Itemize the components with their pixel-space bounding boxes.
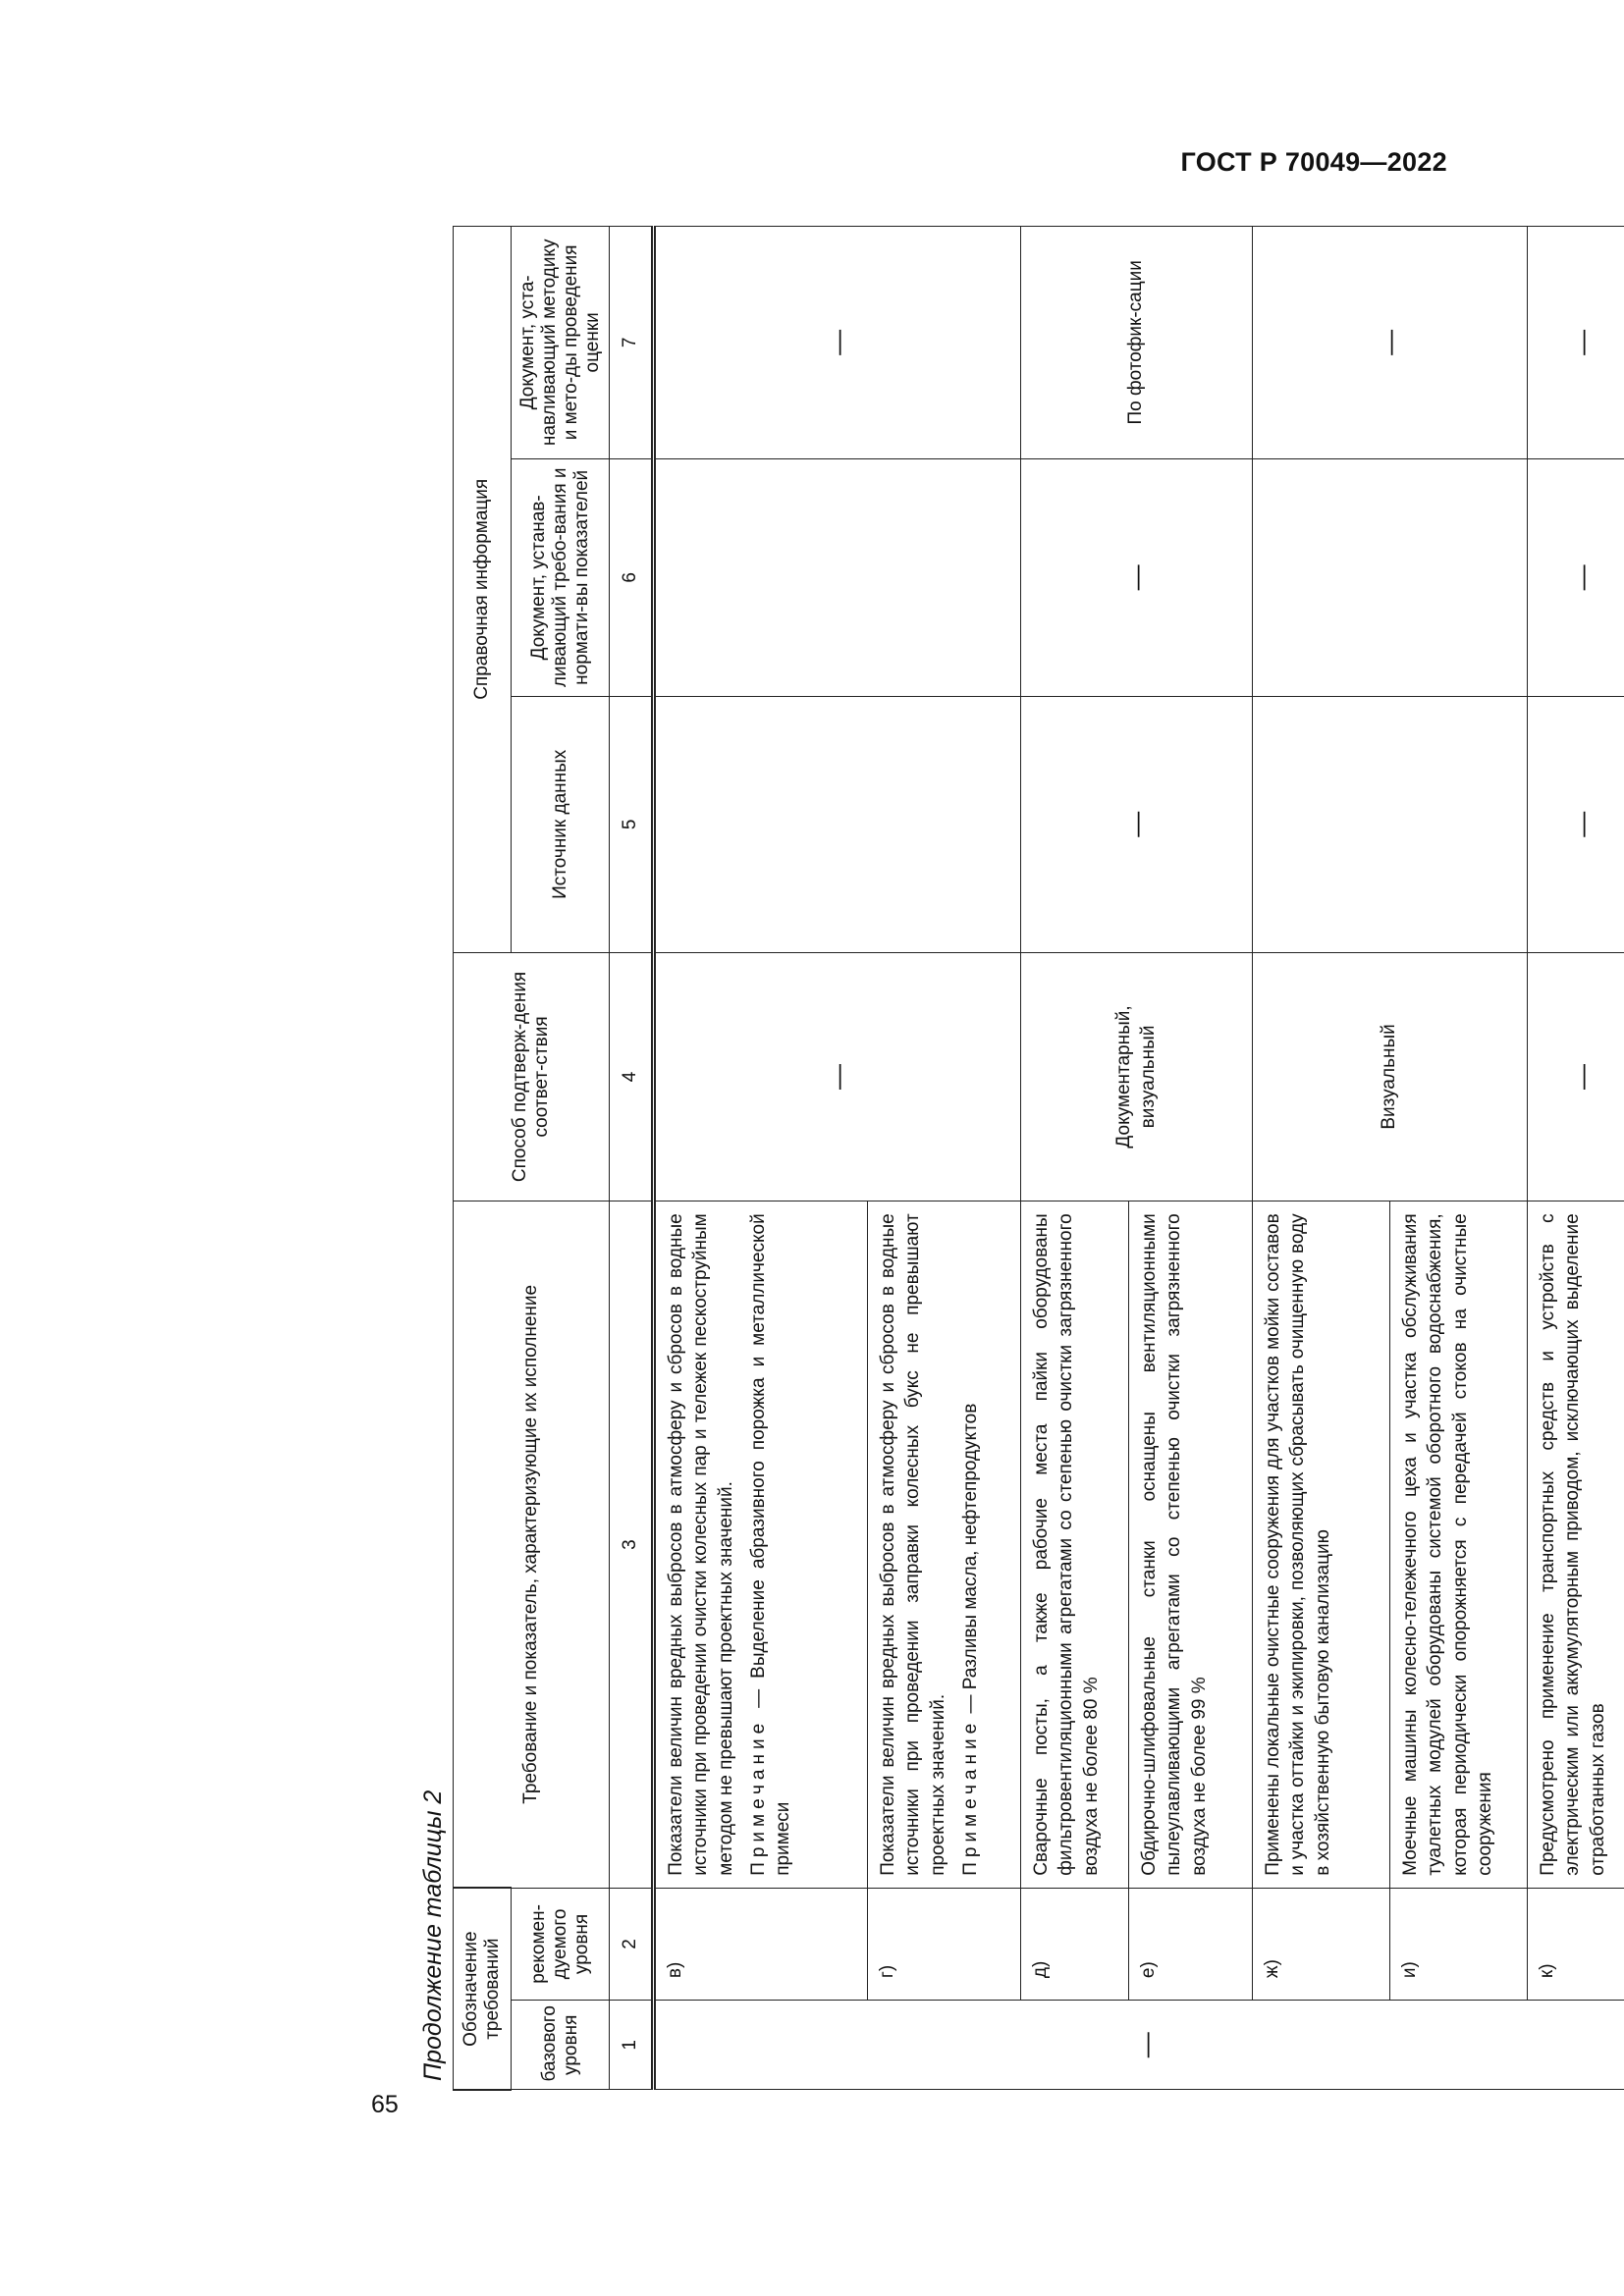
method-cell: —: [1528, 952, 1624, 1201]
doc-method-cell: —: [654, 227, 1021, 459]
basic-level-cell: —: [654, 2001, 1624, 2090]
note-text: — Выделение абразивного порожка и металлической примеси: [748, 1213, 794, 1876]
doc-norms-cell: [1253, 458, 1528, 696]
method-cell: Документарный, визуальный: [1021, 952, 1253, 1201]
requirement-cell: Предусмотрено применение транспортных средств и устройств с электрическим или аккумуляторным приводом, исключающих выделение отработанных газов: [1528, 1201, 1624, 1888]
doc-norms-cell: —: [1021, 458, 1253, 696]
doc-norms-cell: [654, 458, 1021, 696]
source-cell: [654, 696, 1021, 952]
doc-method-cell: —: [1528, 227, 1624, 459]
recommended-level-cell: д): [1021, 1888, 1129, 2000]
header-doc-method: Документ, уста-навливающий методику и мето-ды проведения оценки: [512, 227, 610, 459]
recommended-level-cell: г): [868, 1888, 1021, 2000]
source-cell: [1253, 696, 1528, 952]
requirement-text: Показатели величин вредных выбросов в атмосферу и сбросов в водные источники при проведении заправки колесных букс не превышают проектных значений.: [878, 1213, 948, 1876]
note-text: — Разливы масла, нефтепродуктов: [960, 1403, 982, 1719]
recommended-level-cell: и): [1390, 1888, 1528, 2000]
header-method: Способ подтверж-дения соответ-ствия: [454, 952, 610, 1201]
requirements-table: [453, 226, 1624, 2091]
doc-method-cell: —: [1253, 227, 1528, 459]
requirement-note: [746, 1213, 796, 1875]
requirement-cell: [868, 1201, 1021, 1888]
table-row: [654, 227, 868, 2091]
header-requirement: Требование и показатель, характеризующие их исполнение: [454, 1201, 610, 1888]
document-title: ГОСТ Р 70049—2022: [1180, 147, 1447, 177]
note-label: Примечание: [960, 1718, 982, 1876]
column-number: 3: [610, 1201, 654, 1888]
header-recommended: рекомен-дуемого уровня: [512, 1888, 610, 2000]
column-number: 5: [610, 696, 654, 952]
table-caption: Продолжение таблицы 2: [419, 1789, 447, 2081]
doc-method-cell: По фотофик-сации: [1021, 227, 1253, 459]
requirement-cell: Сварочные посты, а также рабочие места пайки оборудованы фильтровентиляционными агрегатами со степенью очистки загрязненного воздуха не более 80 %: [1021, 1201, 1129, 1888]
method-cell: —: [654, 952, 1021, 1201]
recommended-level-cell: е): [1129, 1888, 1253, 2000]
recommended-level-cell: в): [654, 1888, 868, 2000]
recommended-level-cell: к): [1528, 1888, 1624, 2000]
requirement-cell: Обдирочно-шлифовальные станки оснащены вентиляционными пылеулавливающими агрегатами со степенью очистки загрязненного воздуха не более 99 %: [1129, 1201, 1253, 1888]
table-row: [1021, 227, 1129, 2091]
source-cell: —: [1021, 696, 1253, 952]
note-label: Примечание: [748, 1718, 770, 1876]
column-number: 4: [610, 952, 654, 1201]
header-designation: Обозначение требований: [454, 1888, 512, 2090]
header-source: Источник данных: [512, 696, 610, 952]
requirement-note: [958, 1213, 983, 1875]
rotated-table-block: [407, 226, 1608, 2091]
header-reference: Справочная информация: [454, 227, 512, 953]
header-basic: базового уровня: [512, 2001, 610, 2090]
requirement-text: Показатели величин вредных выбросов в атмосферу и сбросов в водные источники при проведении очистки колесных пар и тележек пескоструйным методом не превышают проектных значений.: [666, 1213, 736, 1876]
column-number: 7: [610, 227, 654, 459]
requirement-cell: Применены локальные очистные сооружения для участков мойки составов и участка оттайки и экипировки, позволяющих сбрасывать очищенную воду в хозяйственную бытовую канализацию: [1253, 1201, 1390, 1888]
requirement-cell: Моечные машины колесно-тележечного цеха и участка обслуживания туалетных модулей оборудованы системой оборотного водоснабжения, которая периодически опорожняется с передачей стоков на очистные сооружения: [1390, 1201, 1528, 1888]
table-row: [1253, 227, 1390, 2091]
page-number: 65: [371, 2091, 399, 2118]
recommended-level-cell: ж): [1253, 1888, 1390, 2000]
column-number: 2: [610, 1888, 654, 2000]
table-row: [1528, 227, 1624, 2091]
column-number: 6: [610, 458, 654, 696]
header-doc-norms: Документ, устанав-ливающий требо-вания и нормати-вы показателей: [512, 458, 610, 696]
source-cell: —: [1528, 696, 1624, 952]
doc-norms-cell: —: [1528, 458, 1624, 696]
requirement-cell: [654, 1201, 868, 1888]
column-number: 1: [610, 2001, 654, 2090]
method-cell: Визуальный: [1253, 952, 1528, 1201]
